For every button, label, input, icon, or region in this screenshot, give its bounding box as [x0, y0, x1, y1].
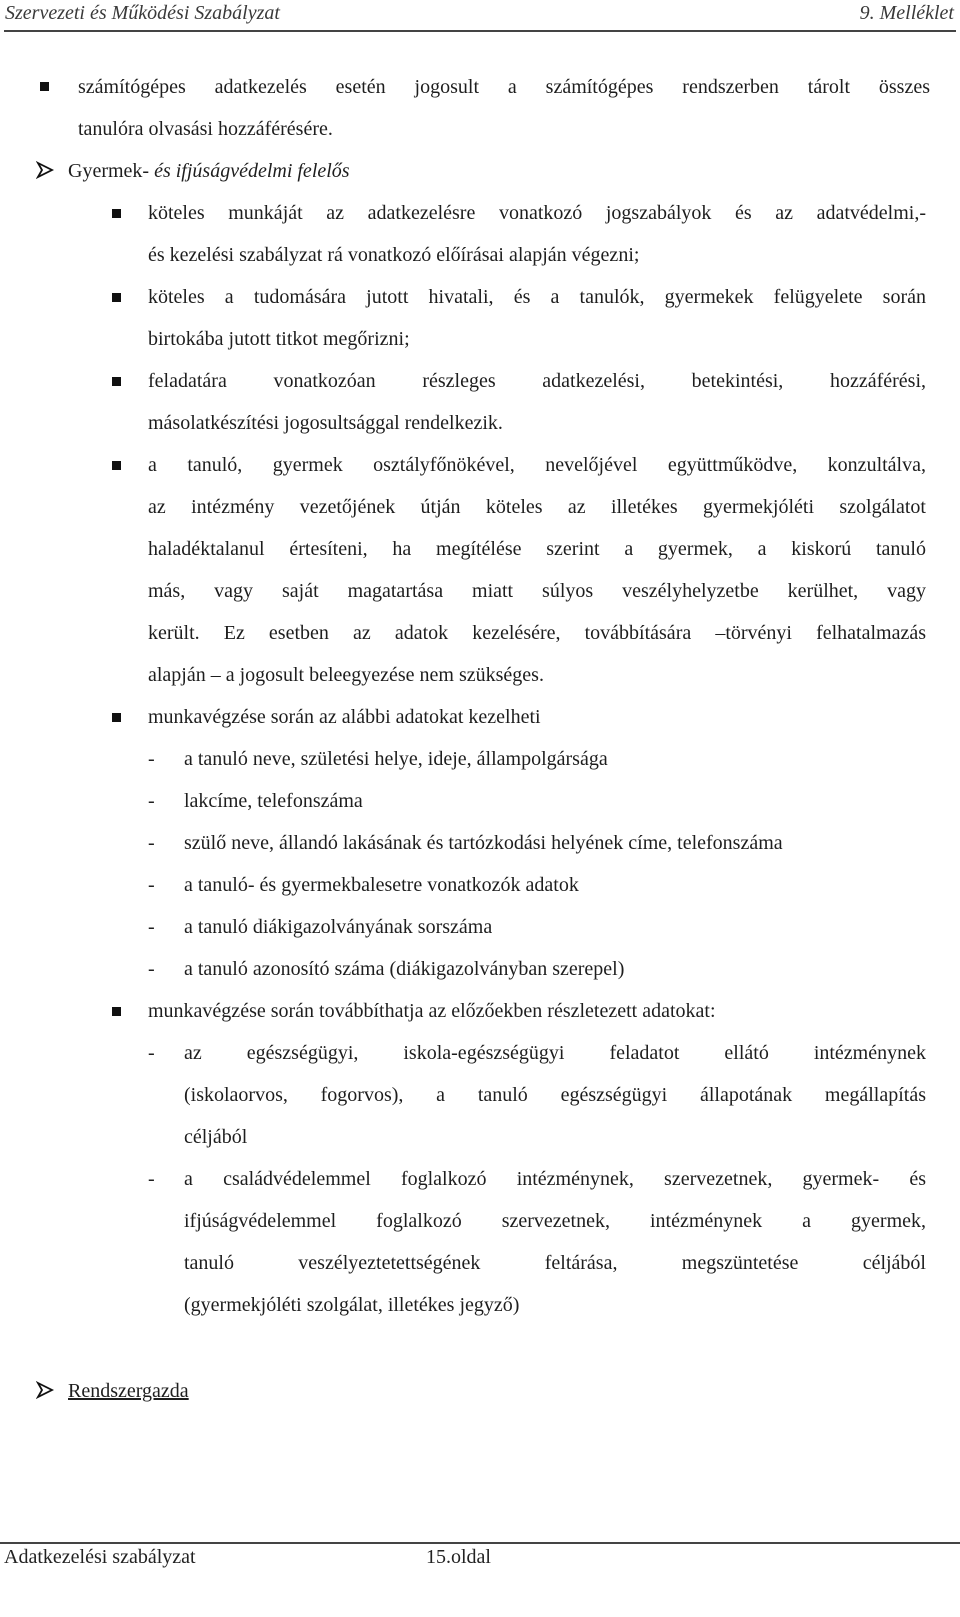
arrow-bullet-icon: [36, 1381, 56, 1399]
text-line: tanulóra olvasási hozzáférésére.: [78, 118, 333, 140]
list-item: a tanuló azonosító száma (diákigazolványban szerepel): [184, 958, 625, 980]
page-header: [0, 0, 960, 28]
dash-bullet: -: [148, 832, 155, 854]
text-line: köteles munkáját az adatkezelésre vonatkozó jogszabályok és az adatvédelmi,-: [148, 202, 926, 224]
text-line: feladatára vonatkozóan részleges adatkezelési, betekintési, hozzáférési,: [148, 370, 926, 392]
list-item-continuation: ifjúságvédelemmel foglalkozó szervezetnek, intézménynek a gyermek,: [184, 1210, 926, 1232]
square-bullet-icon: [112, 209, 121, 218]
text-line: másolatkészítési jogosultsággal rendelkezik.: [148, 412, 503, 434]
list-item: a tanuló diákigazolványának sorszáma: [184, 916, 493, 938]
header-divider: [4, 30, 956, 32]
dash-bullet: -: [148, 790, 155, 812]
text-line: került. Ez esetben az adatok kezelésére, továbbítására –törvényi felhatalmazás: [148, 622, 926, 644]
text-line: alapján – a jogosult beleegyezése nem szükséges.: [148, 664, 544, 686]
dash-bullet: -: [148, 748, 155, 770]
list-item: a családvédelemmel foglalkozó intézménynek, szervezetnek, gyermek- és: [184, 1168, 926, 1190]
footer-title: Adatkezelési szabályzat: [4, 1546, 196, 1568]
header-title: Szervezeti és Működési Szabályzat: [5, 2, 280, 24]
heading-plain: Gyermek-: [68, 160, 155, 182]
list-item: az egészségügyi, iskola-egészségügyi feladatot ellátó intézménynek: [184, 1042, 926, 1064]
text-line: az intézmény vezetőjének útján köteles az illetékes gyermekjóléti szolgálatot: [148, 496, 926, 518]
text-line: birtokába jutott titkot megőrizni;: [148, 328, 410, 350]
arrow-bullet-icon: [36, 161, 56, 179]
list-item: szülő neve, állandó lakásának és tartózkodási helyének címe, telefonszáma: [184, 832, 783, 854]
text-line: munkavégzése során továbbíthatja az előzőekben részletezett adatokat:: [148, 1000, 716, 1022]
square-bullet-icon: [112, 377, 121, 386]
text-line: más, vagy saját magatartása miatt súlyos veszélyhelyzetbe kerülhet, vagy: [148, 580, 926, 602]
list-item-continuation: (iskolaorvos, fogorvos), a tanuló egészségügyi állapotának megállapítás: [184, 1084, 926, 1106]
text-line: munkavégzése során az alábbi adatokat kezelheti: [148, 706, 541, 728]
footer-divider: [0, 1542, 960, 1544]
section-heading-rendszergazda: Rendszergazda: [68, 1380, 189, 1402]
page-number: 15.oldal: [426, 1546, 491, 1568]
text-line: haladéktalanul értesíteni, ha megítélése szerint a gyermek, a kiskorú tanuló: [148, 538, 926, 560]
list-item: a tanuló- és gyermekbalesetre vonatkozók adatok: [184, 874, 579, 896]
header-appendix: 9. Melléklet: [859, 2, 954, 24]
list-item-continuation: céljából: [184, 1126, 248, 1148]
dash-bullet: -: [148, 1168, 155, 1190]
square-bullet-icon: [112, 461, 121, 470]
list-item-continuation: (gyermekjóléti szolgálat, illetékes jegyző): [184, 1294, 520, 1316]
dash-bullet: -: [148, 1042, 155, 1064]
list-item-continuation: tanuló veszélyeztetettségének feltárása, megszüntetése céljából: [184, 1252, 926, 1274]
text-line: köteles a tudomására jutott hivatali, és a tanulók, gyermekek felügyelete során: [148, 286, 926, 308]
text-line: a tanuló, gyermek osztályfőnökével, nevelőjével együttműködve, konzultálva,: [148, 454, 926, 476]
dash-bullet: -: [148, 958, 155, 980]
list-item: lakcíme, telefonszáma: [184, 790, 363, 812]
text-line: számítógépes adatkezelés esetén jogosult a számítógépes rendszerben tárolt összes: [78, 76, 930, 98]
list-item: a tanuló neve, születési helye, ideje, állampolgársága: [184, 748, 608, 770]
square-bullet-icon: [112, 1007, 121, 1016]
section-heading: [68, 159, 350, 183]
square-bullet-icon: [112, 713, 121, 722]
square-bullet-icon: [40, 82, 49, 91]
heading-italic: és ifjúságvédelmi felelős: [154, 160, 350, 182]
text-line: és kezelési szabályzat rá vonatkozó előírásai alapján végezni;: [148, 244, 640, 266]
square-bullet-icon: [112, 293, 121, 302]
dash-bullet: -: [148, 916, 155, 938]
dash-bullet: -: [148, 874, 155, 896]
